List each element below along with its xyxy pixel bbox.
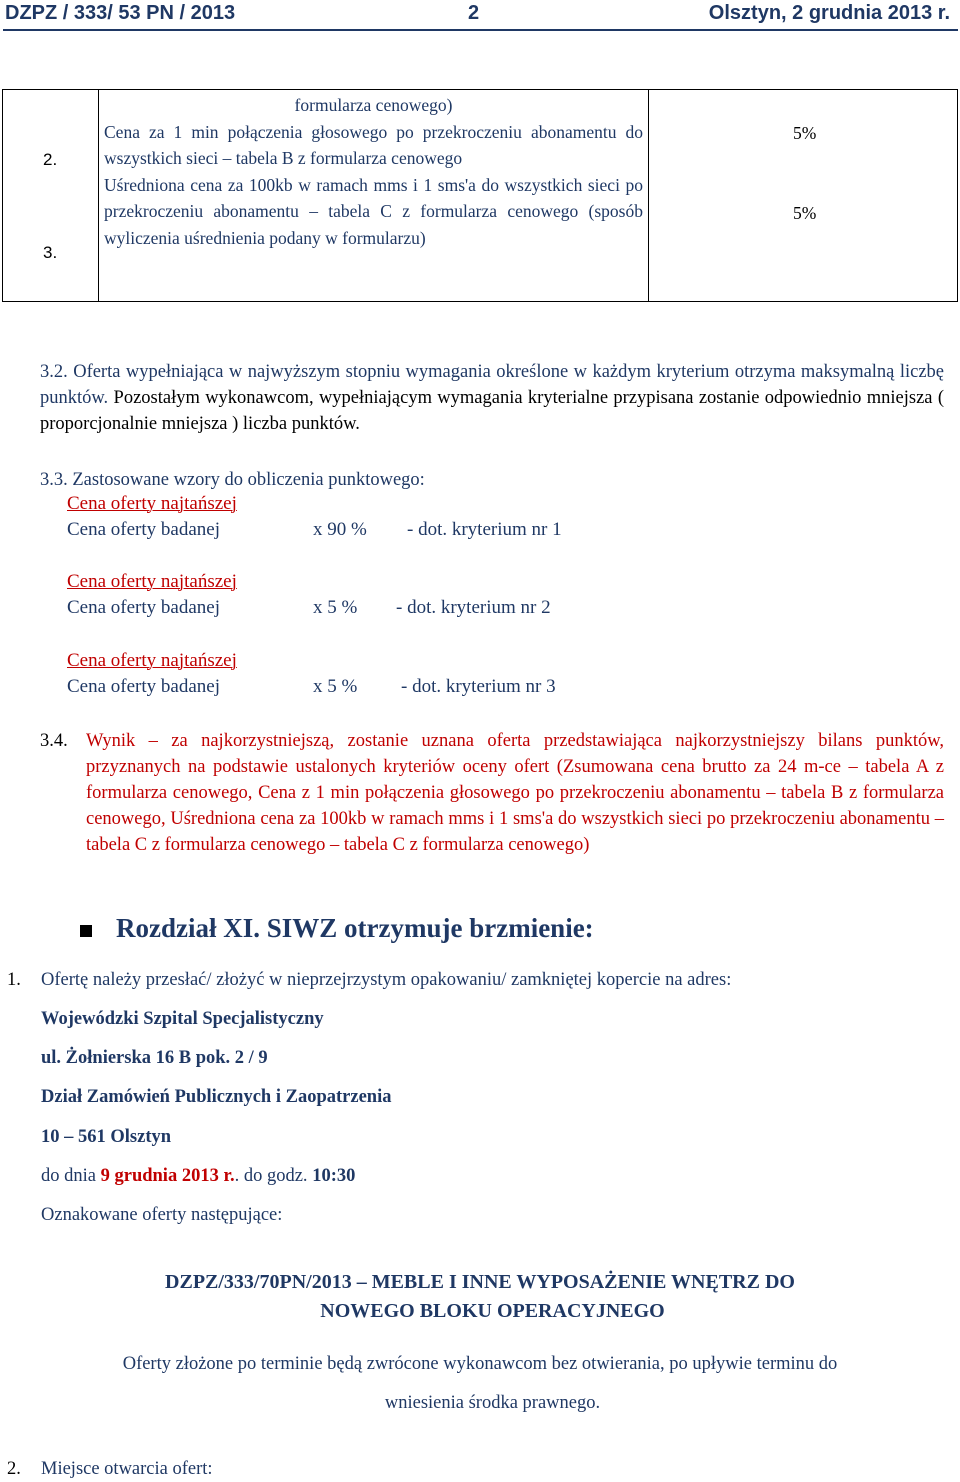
section-text: Pozostałym wykonawcom, wypełniającym wymagania kryterialne przypisana zostanie odpowiednio mniejsza ( proporcjonalnie mniejsza ) liczba punktów. (40, 388, 944, 434)
formula-1 (67, 493, 237, 515)
document-date: Olsztyn, 2 grudnia 2013 r. (708, 2, 950, 24)
section-number: 3.2. (40, 362, 68, 382)
late-offer-line: wniesienia środka prawnego. (384, 1393, 601, 1413)
late-offer-line: Oferty złożone po terminie będą zwrócone wykonawcom bez otwierania, po upływie terminu do (122, 1354, 838, 1374)
formula-numerator: Cena oferty najtańszej (67, 493, 237, 514)
formula-2 (67, 571, 237, 593)
formula-3 (67, 650, 237, 672)
criteria-table (2, 89, 958, 302)
formula-criterion: - dot. kryterium nr 1 (407, 519, 562, 540)
chapter-title: Rozdział XI. SIWZ otrzymuje brzmienie: (116, 913, 594, 943)
formula-criterion: - dot. kryterium nr 2 (396, 597, 551, 618)
formula-denominator: Cena oferty badanej (67, 519, 220, 540)
item-2-text: Miejsce otwarcia ofert: (41, 1459, 213, 1479)
criteria-row-description: Uśredniona cena za 100kb w ramach mms i 1 sms'a do wszystkich sieci po przekroczeniu abonamentu – tabela C z formularza cenowego (sposób wyliczenia uśrednienia podany w formularzu) (104, 174, 643, 248)
criteria-row-weight: 5% (793, 203, 817, 223)
formula-denominator: Cena oferty badanej (67, 676, 220, 697)
criteria-row-number: 3. (43, 243, 58, 262)
item-1-text: Ofertę należy przesłać/ złożyć w nieprzejrzystym opakowaniu/ zamkniętej kopercie na adres: (41, 970, 732, 990)
formula-numerator: Cena oferty najtańszej (67, 650, 237, 671)
item-number: 2. (7, 1459, 21, 1479)
deadline-time: 10:30 (312, 1166, 356, 1186)
criteria-row-description: Cena za 1 min połączenia głosowego po przekroczeniu abonamentu do wszystkich sieci – tabela B z formularza cenowego (104, 121, 643, 168)
square-bullet-icon (80, 925, 92, 937)
formula-multiplier: x 5 % (313, 597, 358, 618)
address-line: 10 – 561 Olsztyn (41, 1127, 172, 1147)
page-header (0, 0, 960, 32)
formula-denominator: Cena oferty badanej (67, 597, 220, 618)
formula-1-denominator-row (67, 519, 220, 541)
item-number: 1. (7, 970, 21, 990)
deadline-mid: . do godz. (234, 1166, 313, 1186)
section-text: Oferta wypełniająca w najwyższym stopniu wymagania określone w każdym kryterium otrzyma maksymalną liczbę punktów. (40, 362, 945, 408)
criteria-weight-cell (649, 90, 958, 302)
formula-multiplier: x 90 % (313, 519, 367, 540)
marking-title-line: NOWEGO BLOKU OPERACYJNEGO (320, 1300, 665, 1322)
section-3-4-text: Wynik – za najkorzystniejszą, zostanie uznana oferta przedstawiająca najkorzystniejszy bilans punktów, przyznanych na podstawie ustalonych kryteriów oceny ofert (Zsumowana cena brutto za 24 m-ce – tabela A z formularza cenowego, Cena z 1 min połączenia głosowego po przekroczeniu abonamentu – tabela B z formularza cenowego, Uśredniona cena za 100kb w ramach mms i 1 sms'a do wszystkich sieci po przekroczeniu abonamentu – tabela C z formularza cenowego – tabela C z formularza cenowego) (86, 731, 944, 855)
deadline-prefix: do dnia (41, 1166, 101, 1186)
formula-multiplier: x 5 % (313, 676, 358, 697)
criteria-description-cell (99, 90, 649, 302)
section-text: Zastosowane wzory do obliczenia punktowego: (72, 470, 425, 490)
deadline-line (41, 1163, 355, 1189)
section-number: 3.4. (40, 731, 68, 751)
criteria-continuation: formularza cenowego) (294, 95, 453, 115)
marking-title-line: DZPZ/333/70PN/2013 – MEBLE I INNE WYPOSAŻENIE WNĘTRZ DO (165, 1271, 795, 1293)
formula-numerator: Cena oferty najtańszej (67, 571, 237, 592)
formula-criterion: - dot. kryterium nr 3 (401, 676, 556, 697)
document-reference: DZPZ / 333/ 53 PN / 2013 (5, 2, 236, 24)
address-line: ul. Żołnierska 16 B pok. 2 / 9 (41, 1048, 268, 1068)
page-number: 2 (468, 2, 480, 24)
section-3-2 (40, 359, 944, 437)
marking-label: Oznakowane oferty następujące: (41, 1205, 283, 1225)
deadline-date: 9 grudnia 2013 r. (100, 1166, 235, 1186)
criteria-row-weight: 5% (793, 123, 817, 143)
section-number: 3.3. (40, 470, 68, 490)
criteria-row-number: 2. (43, 150, 58, 169)
section-3-3 (40, 467, 944, 493)
address-line: Wojewódzki Szpital Specjalistyczny (41, 1009, 324, 1029)
criteria-number-cell (3, 90, 99, 302)
address-line: Dział Zamówień Publicznych i Zaopatrzenia (41, 1087, 392, 1107)
header-divider (3, 29, 958, 31)
